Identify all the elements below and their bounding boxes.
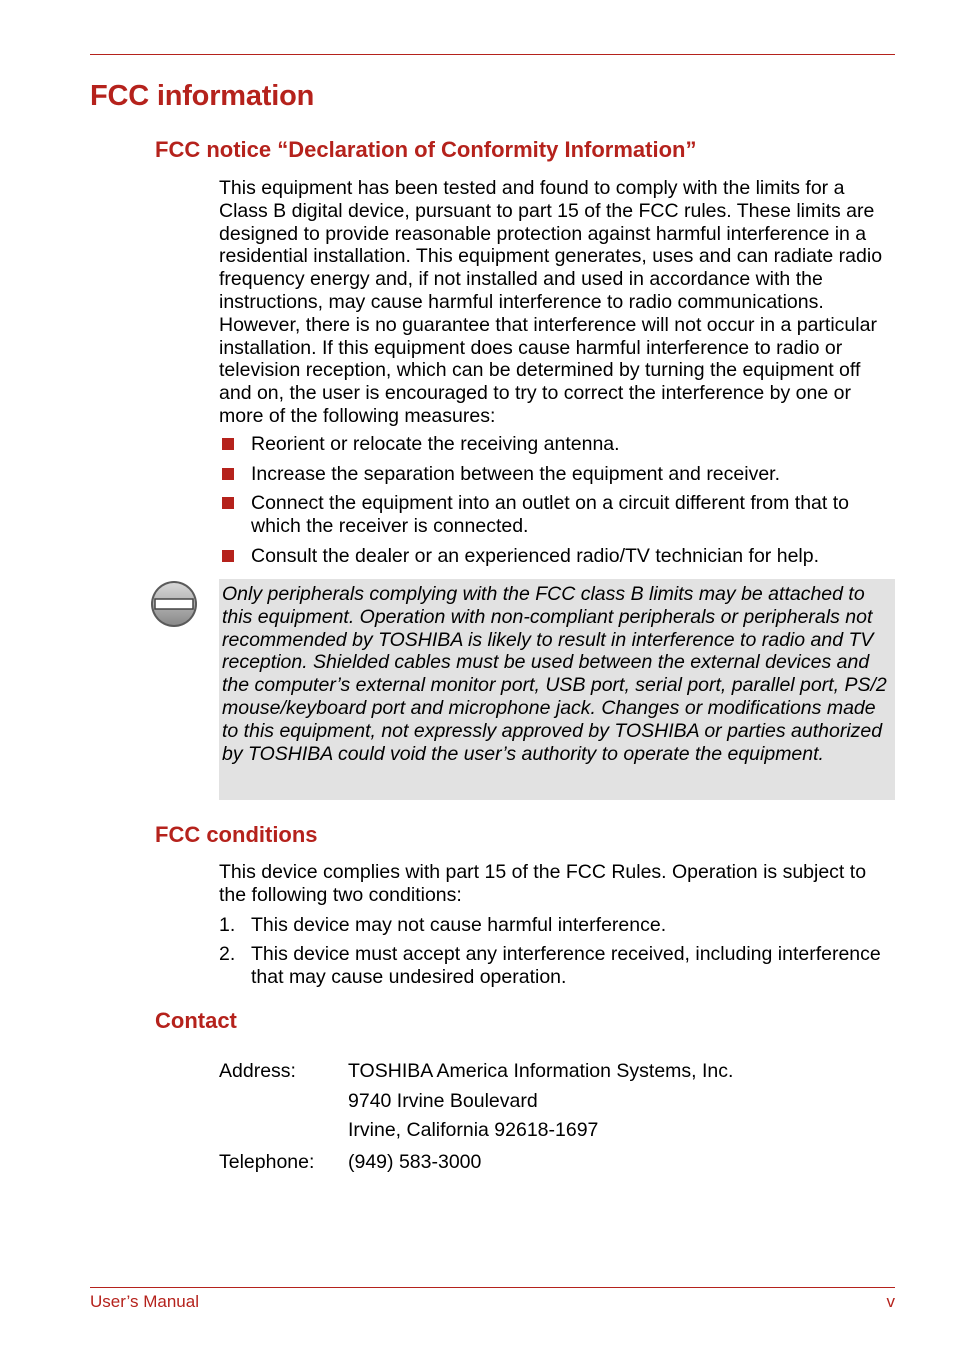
telephone-label: Telephone: [219,1151,315,1173]
list-item-text: This device may not cause harmful interference. [251,914,667,936]
list-item-text: Increase the separation between the equipment and receiver. [251,463,781,485]
fcc-conditions-paragraph: This device complies with part 15 of the FCC Rules. Operation is subject to the following two conditions: [219,861,867,906]
note-box [219,579,895,800]
fcc-notice-paragraph: This equipment has been tested and found to comply with the limits for a Class B digital device, pursuant to part 15 of the FCC rules. These limits are designed to provide reasonable protection against harmful interference in a residential installation. This equipment generates, uses and can radiate radio frequency energy and, if not installed and used in accordance with the instructions, may cause harmful interference to radio communications. However, there is no guarantee that interference will not occur in a particular installation. If this equipment does cause harmful interference to radio or television reception, which can be determined by turning the equipment off and on, the user is encouraged to try to correct the interference by one or more of the following measures: [219,177,883,427]
section-heading-fcc-notice: FCC notice “Declaration of Conformity Information” [155,137,697,162]
bullet-square-icon [222,497,234,509]
address-label: Address: [219,1060,296,1082]
list-item-number: 2. [219,943,236,965]
list-item [219,545,895,568]
section-heading-fcc-conditions: FCC conditions [155,822,318,847]
address-line: 9740 Irvine Boulevard [348,1090,538,1112]
list-item-text: Consult the dealer or an experienced radio/TV technician for help. [251,545,820,567]
list-item [219,914,895,937]
page-title: FCC information [90,80,315,112]
prohibition-sign-icon [150,580,198,628]
header-rule [90,54,895,55]
telephone-value: (949) 583-3000 [348,1151,482,1173]
bullet-square-icon [222,550,234,562]
footer-rule [90,1287,895,1288]
page-number: v [886,1292,895,1311]
list-item [219,463,895,486]
bullet-square-icon [222,468,234,480]
list-item [219,492,895,538]
list-item-number: 1. [219,914,236,936]
address-line: Irvine, California 92618-1697 [348,1119,599,1141]
note-text: Only peripherals complying with the FCC class B limits may be attached to this equipment. Operation with non-compliant peripherals or peripherals not recommended by TOSHIBA is likely to result in interference to radio and TV reception. Shielded cables must be used between the external devices and the computer’s external monitor port, USB port, serial port, parallel port, PS/2 mouse/keyboard port and microphone jack. Changes or modifications made to this equipment, not expressly approved by TOSHIBA or parties authorized by TOSHIBA could void the user’s authority to operate the equipment. [222,583,887,765]
list-item [219,433,895,456]
footer-manual-title: User’s Manual [90,1292,199,1311]
list-item-text: Connect the equipment into an outlet on a circuit different from that to which the receiver is connected. [251,492,849,537]
list-item-text: This device must accept any interference received, including interference that may cause undesired operation. [251,943,881,988]
list-item [219,943,895,989]
bullet-square-icon [222,438,234,450]
address-line: TOSHIBA America Information Systems, Inc. [348,1060,734,1082]
list-item-text: Reorient or relocate the receiving antenna. [251,433,620,455]
section-heading-contact: Contact [155,1008,237,1033]
